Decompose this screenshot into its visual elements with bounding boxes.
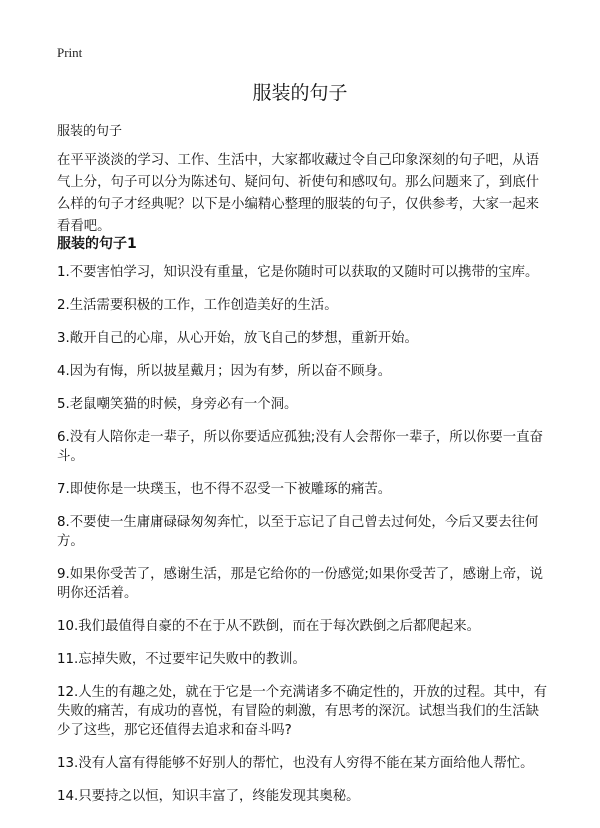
list-item: 10.我们最值得自豪的不在于从不跌倒，而在于每次跌倒之后都爬起来。 xyxy=(57,619,481,634)
subtitle: 服装的句子 xyxy=(57,124,123,139)
print-link[interactable]: Print xyxy=(57,45,83,60)
list-item: 2.生活需要积极的工作，工作创造美好的生活。 xyxy=(57,298,338,313)
list-item: 11.忘掉失败，不过要牢记失败中的教训。 xyxy=(57,652,306,667)
list-item: 6.没有人陪你走一辈子，所以你要适应孤独;没有人会帮你一辈子，所以你要一直奋斗。 xyxy=(57,430,543,464)
list-item: 1.不要害怕学习，知识没有重量，它是你随时可以获取的又随时可以携带的宝库。 xyxy=(57,265,539,280)
list-item: 7.即使你是一块璞玉，也不得不忍受一下被雕琢的痛苦。 xyxy=(57,482,392,497)
list-item: 13.没有人富有得能够不好别人的帮忙，也没有人穷得不能在某方面给他人帮忙。 xyxy=(57,756,534,771)
list-item: 5.老鼠嘲笑猫的时候，身旁必有一个洞。 xyxy=(57,397,298,412)
page-title: 服装的句子 xyxy=(252,82,348,104)
section-heading: 服装的句子1 xyxy=(57,236,137,252)
intro-paragraph: 在平平淡淡的学习、工作、生活中，大家都收藏过令自己印象深刻的句子吧，从语气上分，句子可以分为陈述句、疑问句、祈使句和感叹句。那么问题来了，到底什么样的句子才经典呢？以下是小编精心整理的服装的句子，仅供参考，大家一起来看看吧。 xyxy=(57,153,540,234)
list-item: 9.如果你受苦了，感谢生活，那是它给你的一份感觉;如果你受苦了，感谢上帝，说明你还活着。 xyxy=(57,567,543,601)
list-item: 8.不要使一生庸庸碌碌匆匆奔忙，以至于忘记了自己曾去过何处，今后又要去往何方。 xyxy=(57,515,539,549)
list-item: 3.敞开自己的心扉，从心开始，放飞自己的梦想，重新开始。 xyxy=(57,331,418,346)
list-item: 12.人生的有趣之处，就在于它是一个充满诸多不确定性的，开放的过程。其中，有失败的痛苦，有成功的喜悦，有冒险的刺激，有思考的深沉。试想当我们的生活缺少了这些，那它还值得去追求和奋斗吗? xyxy=(57,685,547,738)
sentence-list xyxy=(57,263,551,820)
list-item: 4.因为有悔，所以披星戴月；因为有梦，所以奋不顾身。 xyxy=(57,364,392,379)
list-item: 14.只要持之以恒，知识丰富了，终能发现其奥秘。 xyxy=(57,789,360,804)
